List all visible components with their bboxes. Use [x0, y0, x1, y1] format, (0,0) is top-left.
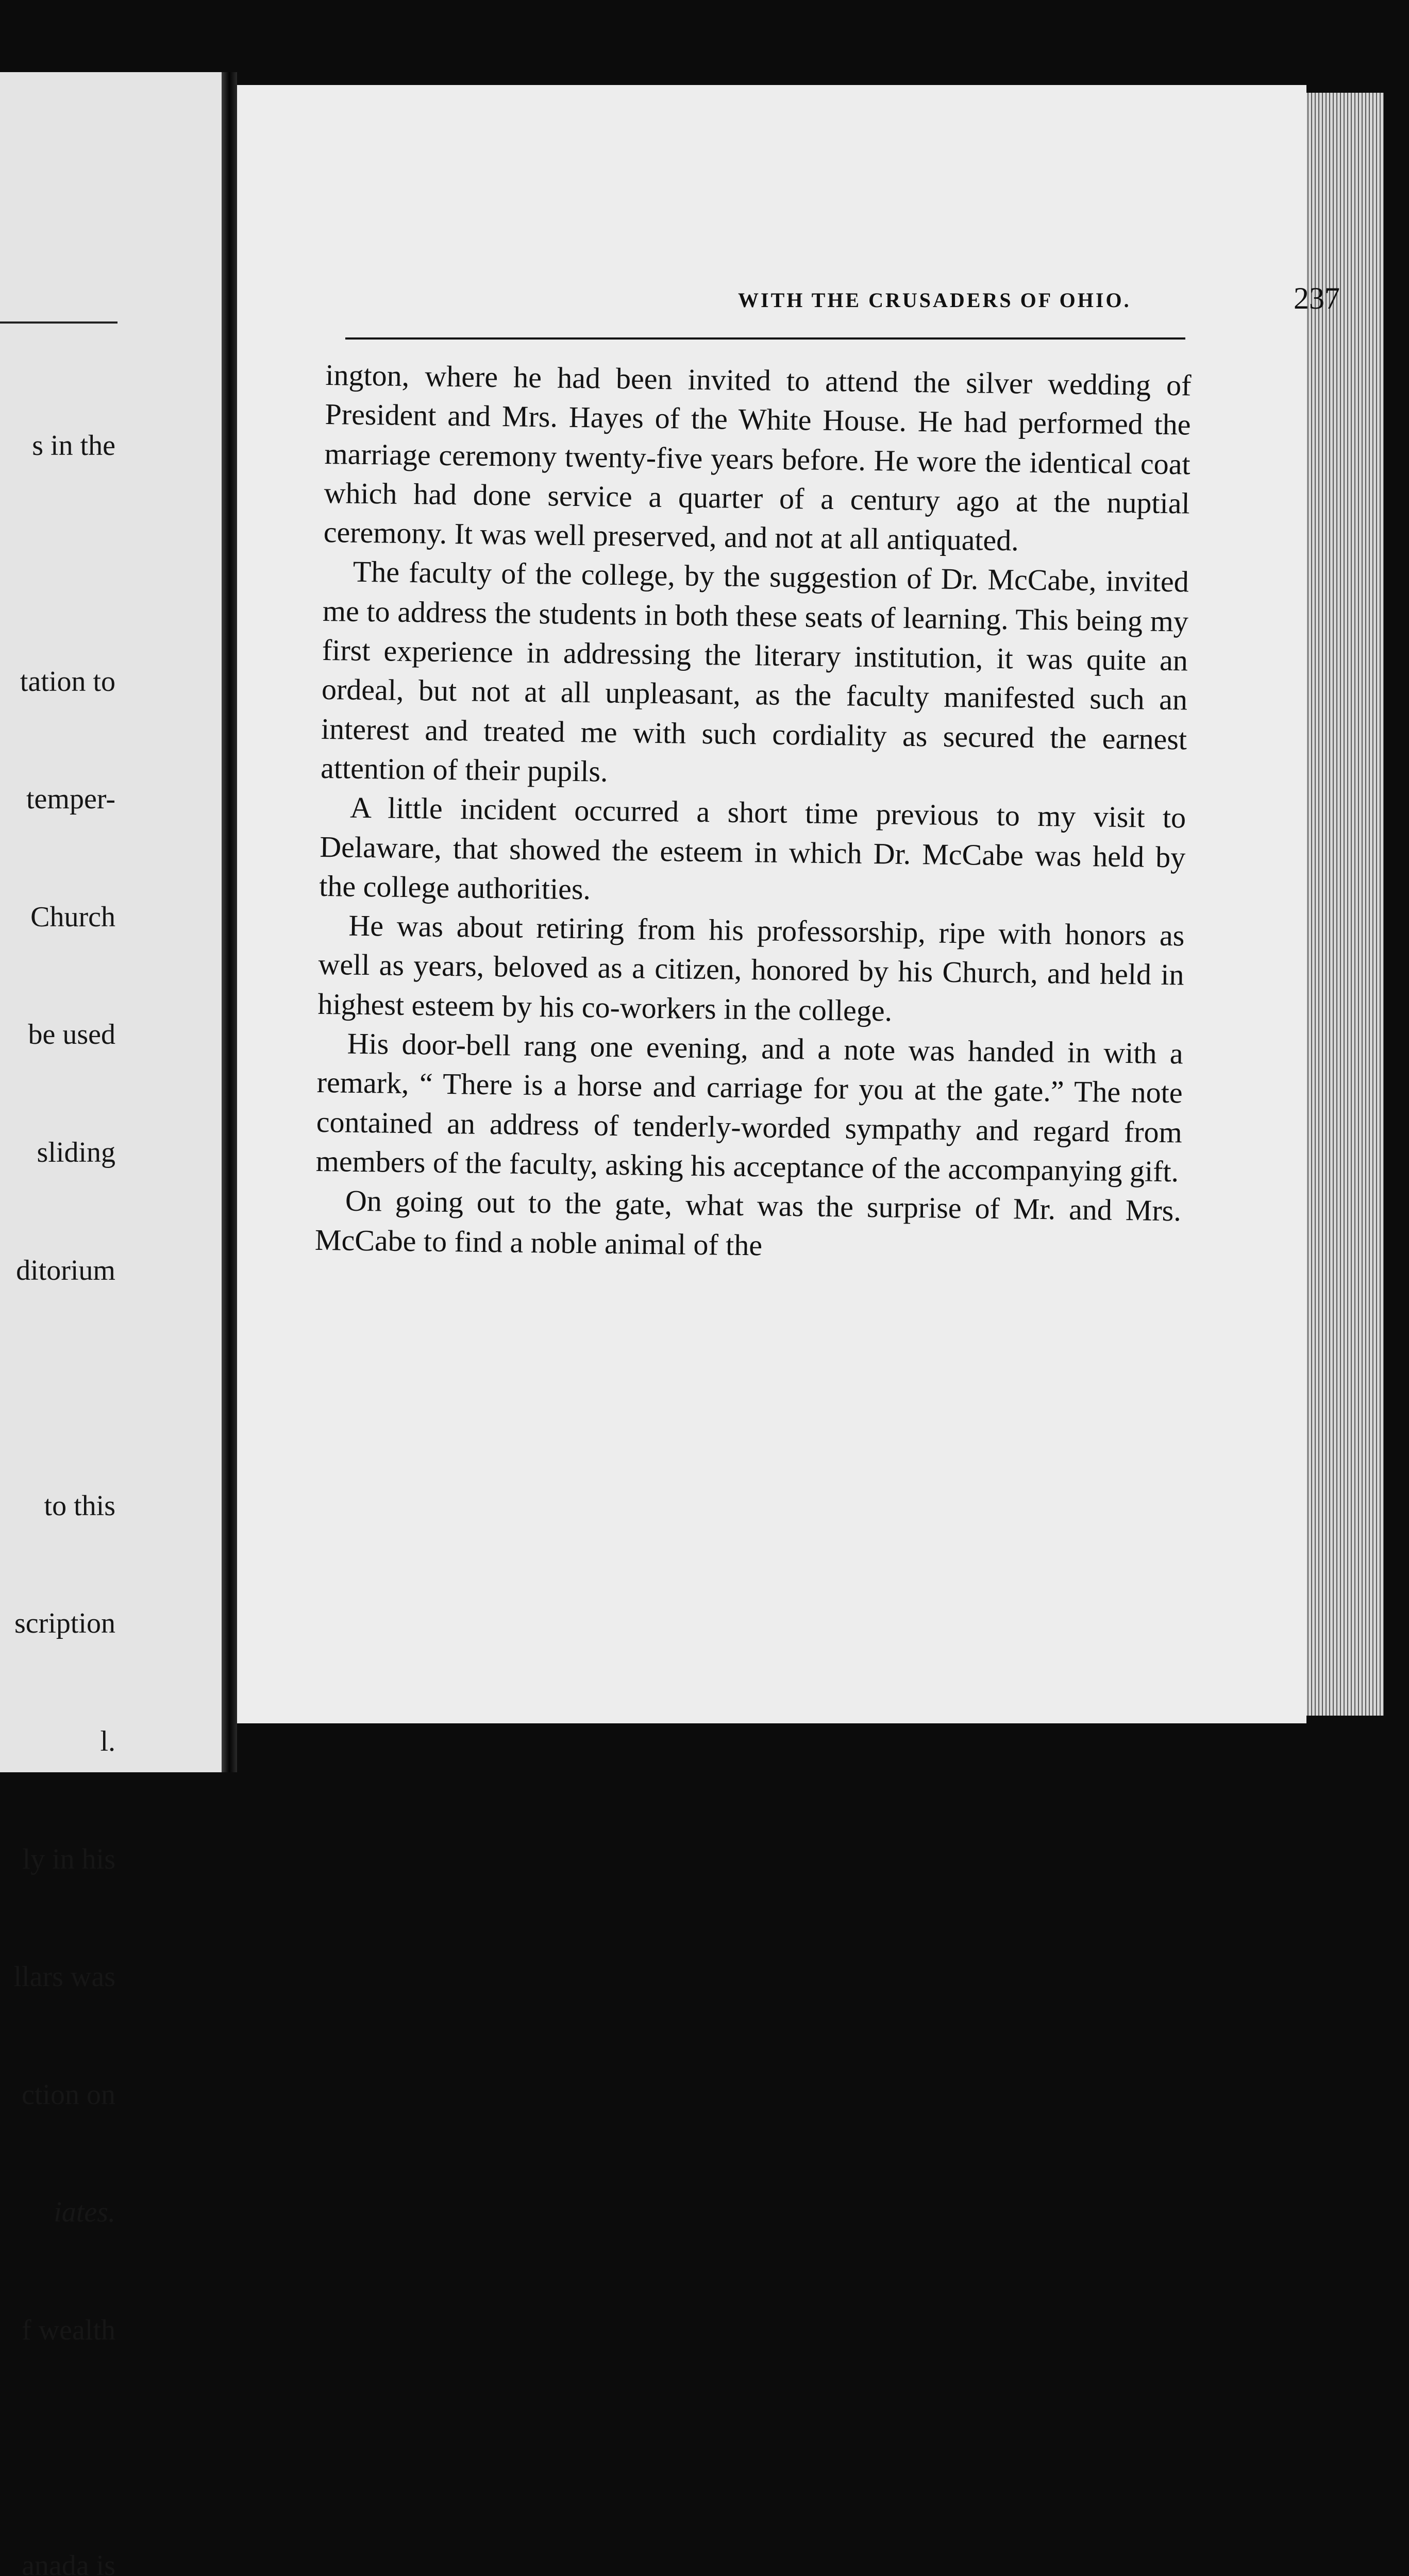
paragraph: A little incident occurred a short time previous to my visit to Delaware, that showed the esteem in which Dr. McCabe was held by the college authorities. [319, 790, 1186, 906]
left-line: llars was [13, 1961, 115, 1993]
left-line: tation to [20, 665, 115, 698]
book-gutter [222, 72, 237, 1772]
paragraph: The faculty of the college, by the suggestion of Dr. McCabe, invited me to address the students in both these seats of learning. This being my first experience in addressing the literary institution, it was quite an ordeal, but not at all unpleasant, as the faculty manifested such an interest and treated me with such cordiality as secured the earnest attention of their pupils. [320, 555, 1189, 788]
left-line-gap [0, 544, 115, 583]
left-line-gap [0, 1368, 115, 1408]
left-page [0, 72, 222, 2576]
page-edges [1301, 93, 1384, 1716]
left-page-rule [0, 321, 118, 324]
left-line: l. [100, 1725, 115, 1757]
running-title: WITH THE CRUSADERS OF OHIO. [738, 289, 1131, 312]
left-line: ction on [22, 2078, 115, 2111]
left-line: be used [28, 1019, 115, 1051]
left-line: sliding [37, 1136, 115, 1168]
left-line: iates. [54, 2196, 115, 2229]
left-line: ditorium [16, 1254, 115, 1286]
paragraph: On going out to the gate, what was the surprise of Mr. and Mrs. McCabe to find a noble animal of the [314, 1183, 1182, 1262]
left-line: ly in his [22, 1843, 115, 1875]
header-rule [345, 337, 1185, 340]
left-line: temper- [26, 783, 115, 816]
left-line: scription [14, 1607, 115, 1640]
left-line: s in the [32, 430, 115, 462]
left-line: Church [30, 901, 115, 933]
paragraph: His door-bell rang one evening, and a note was handed in with a remark, “ There is a horse and carriage for you at the gate.” The note contained an address of tenderly-worded sympathy and regard from members of the faculty, asking his acceptance of the accompanying gift. [315, 1026, 1183, 1189]
left-line: to this [44, 1489, 115, 1522]
page-number: 237 [1294, 281, 1340, 315]
body-text [315, 355, 1192, 1270]
left-line: anada is [22, 2550, 115, 2576]
running-head [500, 281, 1340, 322]
paragraph: He was about retiring from his professorship, ripe with honors as well as years, beloved as a citizen, honored by his Church, and held in highest esteem by his co-workers in the college. [317, 908, 1185, 1028]
right-page [237, 85, 1340, 1723]
left-page-text [0, 348, 115, 2576]
left-line-gap [0, 2429, 115, 2468]
paragraph: ington, where he had been invited to attend the silver wedding of President and Mrs. Hayes of the White House. He had performed the marriage ceremony twenty-five years before. He wore the identical coat which had done service a quarter of a century ago at the nuptial ceremony. It was well preserved, and not at all antiquated. [323, 358, 1192, 557]
left-line: f wealth [22, 2314, 115, 2346]
